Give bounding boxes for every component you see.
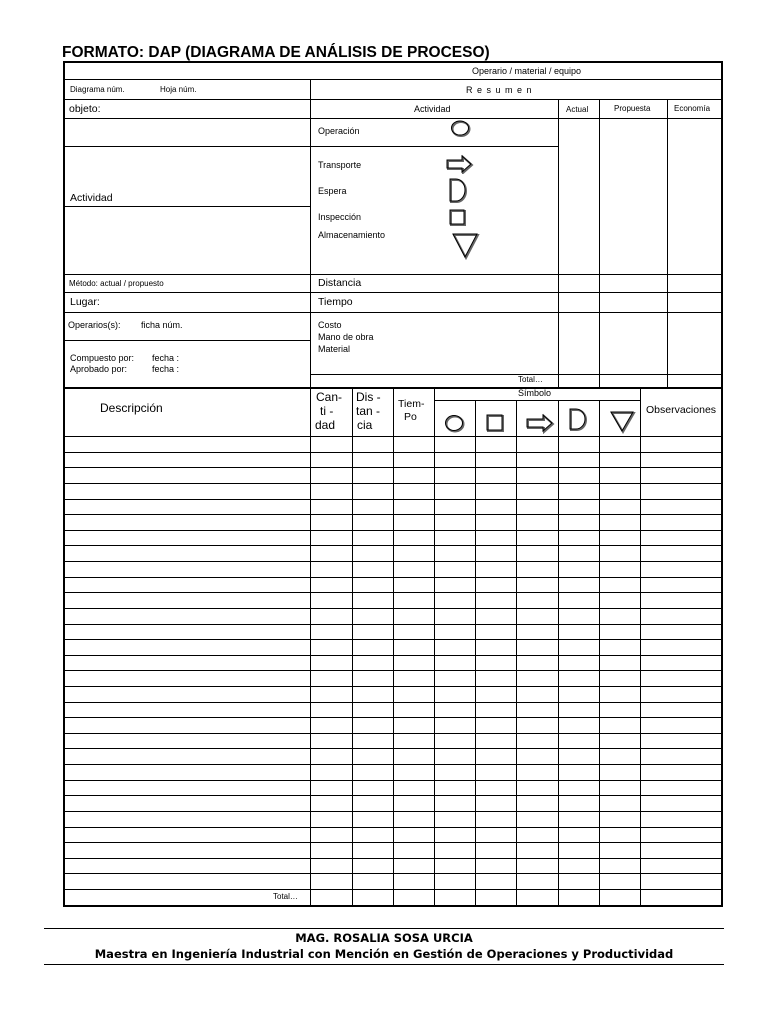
table-row bbox=[64, 639, 722, 640]
distancia-header-3: cia bbox=[357, 418, 373, 432]
table-row bbox=[64, 530, 722, 531]
compuesto-por-label: Compuesto por: bbox=[70, 353, 135, 363]
espera-label: Espera bbox=[318, 186, 347, 196]
table-row bbox=[64, 811, 722, 812]
table-row bbox=[64, 577, 722, 578]
propuesta-column-header: Propuesta bbox=[614, 104, 651, 113]
operacion-label: Operación bbox=[318, 126, 360, 136]
table-row bbox=[64, 842, 722, 843]
form-title: FORMATO: DAP (DIAGRAMA DE ANÁLISIS DE PROCESO) bbox=[62, 44, 490, 61]
table-row bbox=[64, 733, 722, 734]
actual-column-header: Actual bbox=[566, 105, 589, 114]
tiempo-label: Tiempo bbox=[318, 296, 353, 308]
form-border-top bbox=[63, 61, 723, 63]
material-label: Material bbox=[318, 344, 351, 354]
operation-circle-icon bbox=[448, 118, 474, 140]
table-row bbox=[64, 827, 722, 828]
table-row bbox=[64, 889, 722, 890]
table-row bbox=[64, 608, 722, 609]
table-row bbox=[64, 452, 722, 453]
distancia-header-2: tan - bbox=[356, 404, 381, 418]
simbolo-header: Símbolo bbox=[518, 388, 552, 398]
table-row bbox=[64, 499, 722, 500]
footer-top-rule bbox=[44, 928, 724, 929]
storage-triangle-icon bbox=[450, 230, 482, 260]
descripcion-header: Descripción bbox=[100, 401, 163, 415]
actividad-label: Actividad bbox=[70, 192, 113, 204]
table-row bbox=[64, 748, 722, 749]
inspection-square-icon bbox=[484, 412, 508, 434]
tiempo-header-1: Tiem- bbox=[398, 398, 425, 410]
summary-total-label: Total… bbox=[518, 375, 543, 384]
table-row bbox=[64, 795, 722, 796]
costo-label: Costo bbox=[318, 320, 342, 330]
aprobado-por-label: Aprobado por: bbox=[70, 364, 128, 374]
observaciones-header: Observaciones bbox=[646, 404, 717, 416]
operarios-label: Operarios(s): bbox=[68, 320, 121, 330]
fecha-compuesto-label: fecha : bbox=[152, 353, 180, 363]
table-row bbox=[64, 702, 722, 703]
economia-column-header: Economía bbox=[674, 104, 711, 113]
author-degree: Maestra en Ingeniería Industrial con Mención en Gestión de Operaciones y Productividad bbox=[94, 947, 674, 961]
mano-de-obra-label: Mano de obra bbox=[318, 332, 374, 342]
table-row bbox=[64, 717, 722, 718]
distancia-label: Distancia bbox=[318, 277, 362, 289]
inspeccion-label: Inspección bbox=[318, 212, 362, 222]
table-row bbox=[64, 624, 722, 625]
storage-triangle-icon bbox=[608, 408, 638, 434]
actividad-column-header: Actividad bbox=[414, 104, 451, 114]
table-row bbox=[64, 483, 722, 484]
delay-d-icon bbox=[566, 406, 590, 432]
table-row bbox=[64, 514, 722, 515]
inspection-square-icon bbox=[447, 207, 469, 227]
table-row bbox=[64, 467, 722, 468]
form-border-bottom bbox=[63, 905, 723, 907]
table-row bbox=[64, 592, 722, 593]
operation-circle-icon bbox=[443, 412, 467, 434]
delay-d-icon bbox=[446, 176, 468, 204]
operario-material-equipo-label: Operario / material / equipo bbox=[472, 66, 582, 76]
transport-arrow-icon bbox=[444, 154, 474, 174]
distancia-header-1: Dis - bbox=[356, 390, 381, 404]
table-row bbox=[64, 561, 722, 562]
table-row bbox=[64, 764, 722, 765]
resumen-label: R e s u m e n bbox=[466, 85, 533, 95]
diagrama-num-label: Diagrama núm. bbox=[70, 85, 125, 94]
cantidad-header-3: dad bbox=[315, 418, 336, 432]
footer-bottom-rule bbox=[44, 964, 724, 965]
transport-arrow-icon bbox=[524, 412, 556, 434]
objeto-label: objeto: bbox=[69, 103, 101, 115]
hoja-num-label: Hoja núm. bbox=[160, 85, 197, 94]
table-row bbox=[64, 858, 722, 859]
author-name: MAG. ROSALIA SOSA URCIA bbox=[295, 931, 473, 945]
table-row bbox=[64, 686, 722, 687]
table-row bbox=[64, 780, 722, 781]
transporte-label: Transporte bbox=[318, 160, 362, 170]
almacenamiento-label: Almacenamiento bbox=[318, 230, 386, 240]
metodo-label: Método: actual / propuesto bbox=[69, 279, 164, 288]
lugar-label: Lugar: bbox=[70, 296, 100, 308]
table-row bbox=[64, 670, 722, 671]
table-total-label: Total… bbox=[273, 892, 298, 901]
table-row bbox=[64, 436, 722, 437]
ficha-num-label: ficha núm. bbox=[141, 320, 183, 330]
table-row bbox=[64, 655, 722, 656]
cantidad-header-2: ti - bbox=[320, 404, 334, 418]
tiempo-header-2: Po bbox=[404, 411, 417, 423]
table-row bbox=[64, 545, 722, 546]
cantidad-header-1: Can- bbox=[316, 390, 343, 404]
fecha-aprobado-label: fecha : bbox=[152, 364, 180, 374]
table-row bbox=[64, 873, 722, 874]
